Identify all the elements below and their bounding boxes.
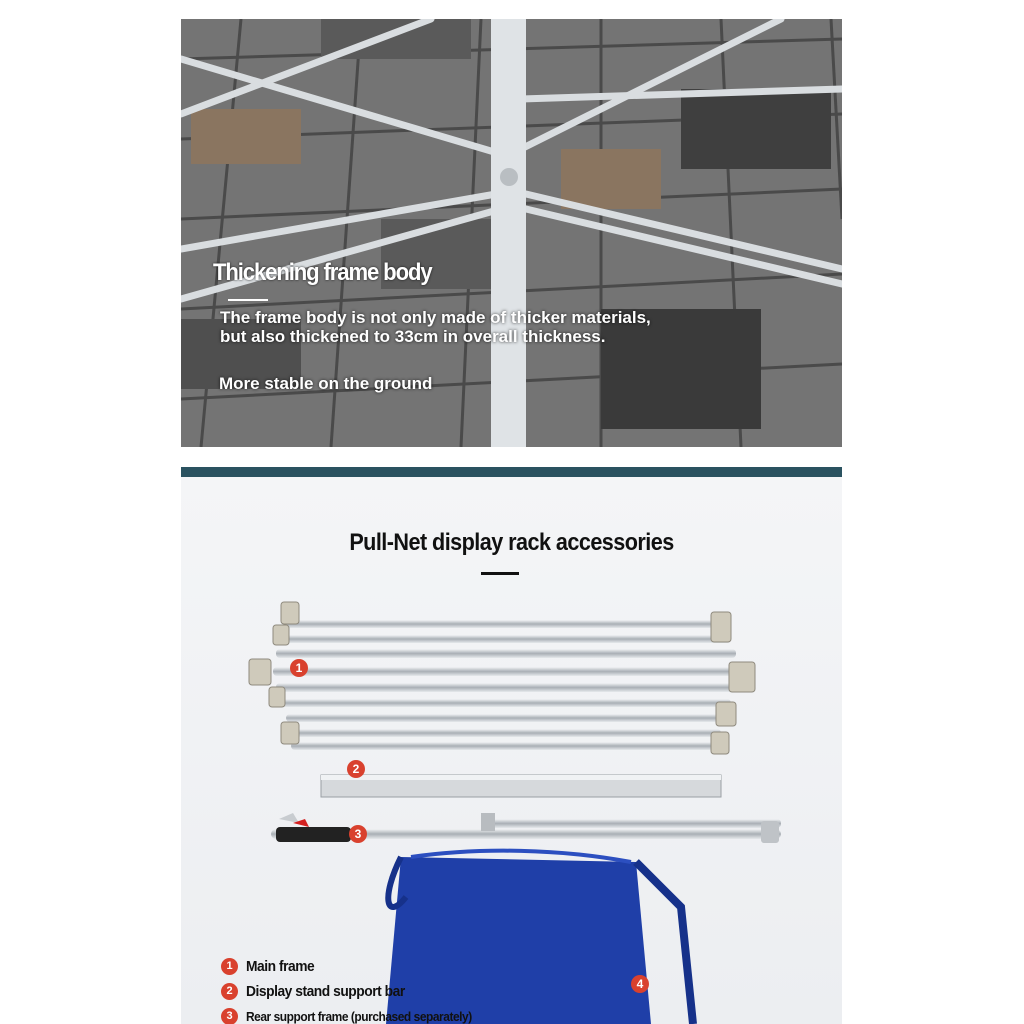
accessories-title: Pull-Net display rack accessories (349, 529, 674, 556)
title-underline (228, 299, 268, 301)
marker-carry-bag: 4 (631, 975, 649, 993)
accessories-panel (181, 477, 842, 1024)
description-text: The frame body is not only made of thicker materials, but also thickened to 33cm in overall thickness. (220, 308, 651, 346)
legend-number: 2 (221, 983, 238, 1000)
legend-number: 3 (221, 1008, 238, 1024)
legend-label: Main frame (246, 958, 315, 975)
rear-support-frame (271, 813, 781, 843)
marker-rear-frame: 3 (349, 825, 367, 843)
frame-photo-panel (181, 19, 842, 447)
legend-label: Rear support frame (purchased separately) (246, 1009, 472, 1024)
marker-support-bar: 2 (347, 760, 365, 778)
accessories-legend (221, 954, 491, 1024)
legend-item (221, 979, 491, 1004)
legend-item (221, 1004, 491, 1024)
accessories-illustration (181, 477, 842, 1024)
section-title: Thickening frame body (213, 259, 432, 286)
legend-number: 1 (221, 958, 238, 975)
stability-note: More stable on the ground (219, 374, 433, 393)
main-frame (249, 602, 755, 754)
marker-main-frame: 1 (290, 659, 308, 677)
display-stand-support-bar (321, 775, 721, 797)
legend-item (221, 954, 491, 979)
section-divider (181, 467, 842, 477)
legend-label: Display stand support bar (246, 983, 405, 1000)
